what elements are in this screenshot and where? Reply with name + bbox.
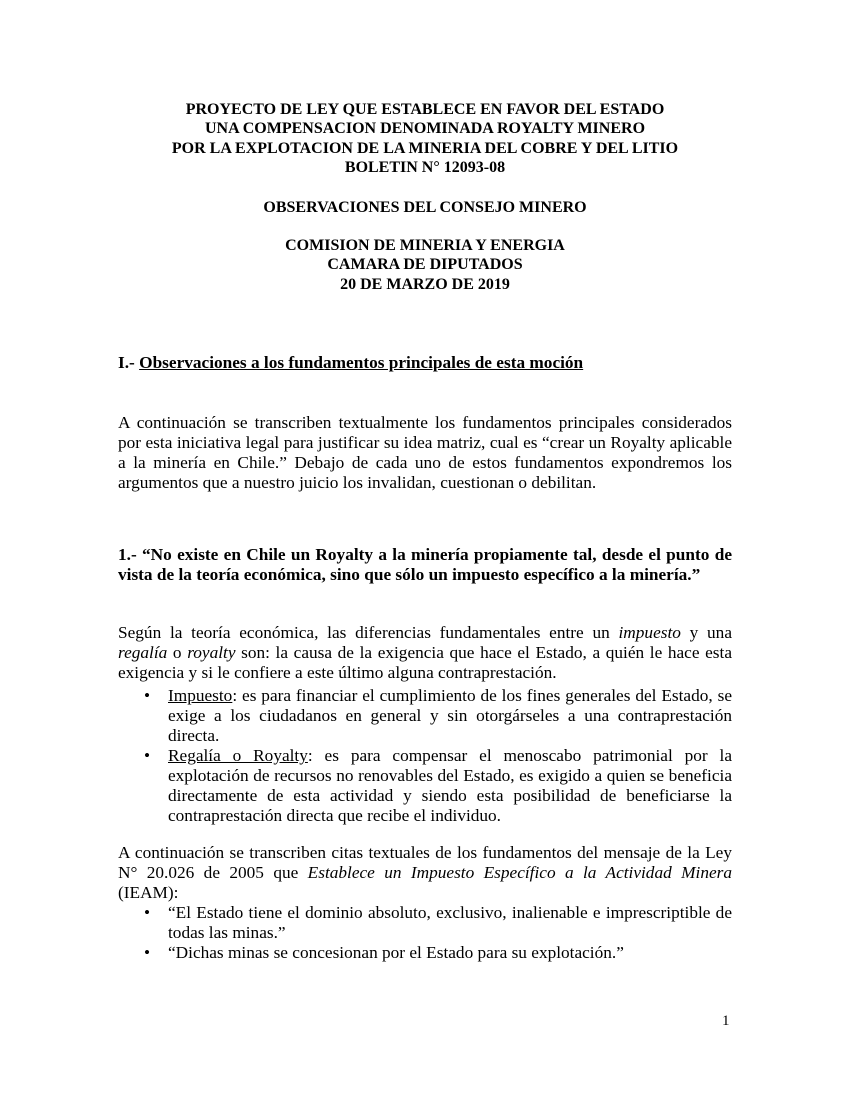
paragraph-differences: Según la teoría económica, las diferencias fundamentales entre un impuesto y una regalía o royalty son: la causa de la exigencia que hace el Estado, a quién le hace esta exigencia y si le confiere a este último alguna contraprestación. [118,623,733,682]
title-line: PROYECTO DE LEY QUE ESTABLECE EN FAVOR DEL ESTADO [185,101,665,118]
venue-block [118,236,732,294]
list-item: • Impuesto: es para financiar el cumplimiento de los fines generales del Estado, se exige a los ciudadanos en general y sin otorgárseles a una contraprestación directa. [118,686,732,746]
list-item: • “El Estado tiene el dominio absoluto, exclusivo, inalienable e imprescriptible de todas las minas.” [118,903,732,943]
intro-paragraph: A continuación se transcriben textualmente los fundamentos principales considerados por esta iniciativa legal para justificar su idea matriz, cual es “crear un Royalty aplicable a la minería en Chile.” Debajo de cada uno de estos fundamentos expondremos los argumentos que a nuestro juicio los invalidan, cuestionan o debilitan. [118,413,732,492]
title-line: UNA COMPENSACION DENOMINADA ROYALTY MINERO [204,120,646,138]
document-title [118,100,732,177]
list-item: • Regalía o Royalty: es para compensar el menoscabo patrimonial por la explotación de recursos no renovables del Estado, es exigido a quien se beneficia directamente de esta actividad y siendo esta posibilidad de beneficiarse la contraprestación directa que recibe el individuo. [118,746,732,826]
venue-line: 20 DE MARZO DE 2019 [340,275,510,293]
title-line: POR LA EXPLOTACION DE LA MINERIA DEL COBRE Y DEL LITIO [171,139,679,157]
venue-line: COMISION DE MINERIA Y ENERGIA [285,237,565,254]
section-title: Observaciones a los fundamentos principales de esta moción [139,353,584,372]
list-item: • “Dichas minas se concesionan por el Estado para su explotación.” [118,943,732,963]
title-line: BOLETIN N° 12093-08 [344,158,506,176]
paragraph-citations: A continuación se transcriben citas textuales de los fundamentos del mensaje de la Ley N° 20.026 de 2005 que Establece un Impuesto Específico a la Actividad Minera (IEAM): [118,843,732,902]
section-number: I.- [118,353,140,372]
venue-line: CAMARA DE DIPUTADOS [327,256,523,274]
definitions-list [118,686,732,826]
point-heading: 1.- “No existe en Chile un Royalty a la minería propiamente tal, desde el punto de vista de la teoría económica, sino que sólo un impuesto específico a la minería.” [118,545,732,584]
section-heading [118,353,732,373]
document-subtitle: OBSERVACIONES DEL CONSEJO MINERO [263,199,587,216]
page-number: 1 [722,1013,730,1029]
citations-list [118,903,732,963]
